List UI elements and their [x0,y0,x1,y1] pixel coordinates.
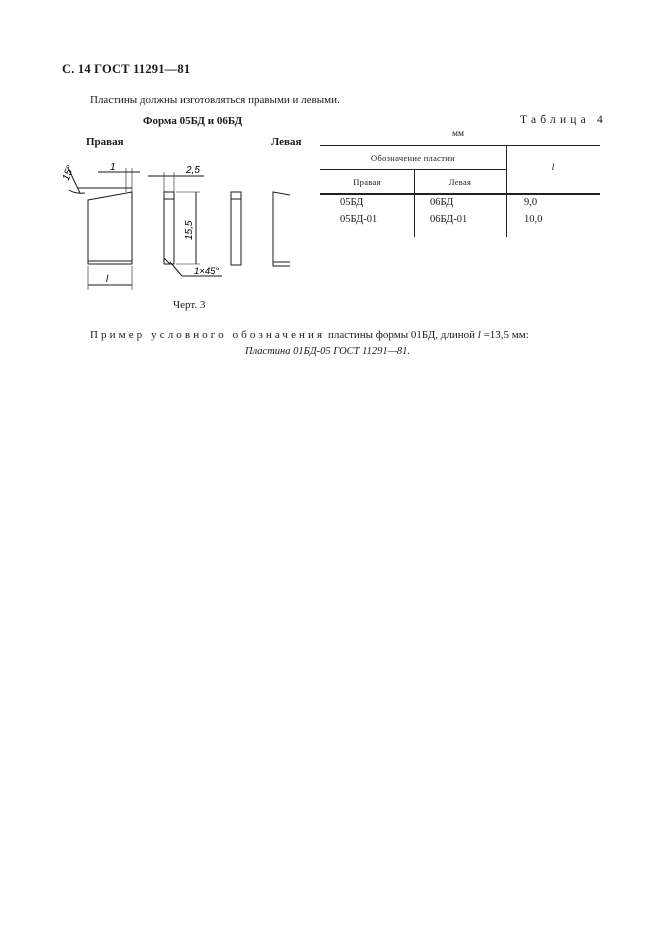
table-cell-left: 06БД [430,197,454,208]
label-left-plate: Левая [271,136,302,148]
example-lead: Пример условного обозначения [90,329,326,341]
dim-l-label: l [106,274,109,285]
dim-15-5-label: 15,5 [184,220,195,240]
example-text: пластины формы 01БД, длиной [325,329,478,341]
dim-1-label: 1 [110,162,116,173]
left-side-view-outline [231,192,241,265]
table-cell-right: 05БД-01 [340,214,378,225]
side-view-outline [164,192,174,264]
form-title: Форма 05БД и 06БД [143,115,243,127]
right-plate-outline [88,192,132,264]
example-designation: Пластина 01БД-05 ГОСТ 11291—81. [245,346,411,357]
drawing-caption: Черт. 3 [173,299,206,311]
dim-chamfer-label: 1×45° [194,266,220,277]
table-header-group: Обозначение пластин [371,153,455,163]
table-header-l: l [551,163,555,173]
table-header-right: Правая [353,177,381,187]
example-var: l [477,329,481,341]
table-cell-right: 05БД [340,197,364,208]
table-title: Таблица 4 [520,114,607,126]
label-right-plate: Правая [86,136,124,148]
left-plate-outline [273,192,290,266]
dim-2-5-label: 2,5 [186,165,200,176]
example-line [90,329,529,341]
technical-drawing [50,150,290,290]
example-value: =13,5 мм: [480,329,529,341]
dim-angle-label: 15° [60,164,77,183]
table-4 [320,145,600,237]
table-cell-left: 06БД-01 [430,214,468,225]
intro-text: Пластины должны изготовляться правыми и левыми. [90,94,340,106]
table-unit: мм [452,129,465,139]
table-cell-l: 10,0 [524,214,543,225]
table-header-left: Левая [448,177,472,187]
table-cell-l: 9,0 [524,197,538,208]
page-header: С. 14 ГОСТ 11291—81 [62,62,191,76]
